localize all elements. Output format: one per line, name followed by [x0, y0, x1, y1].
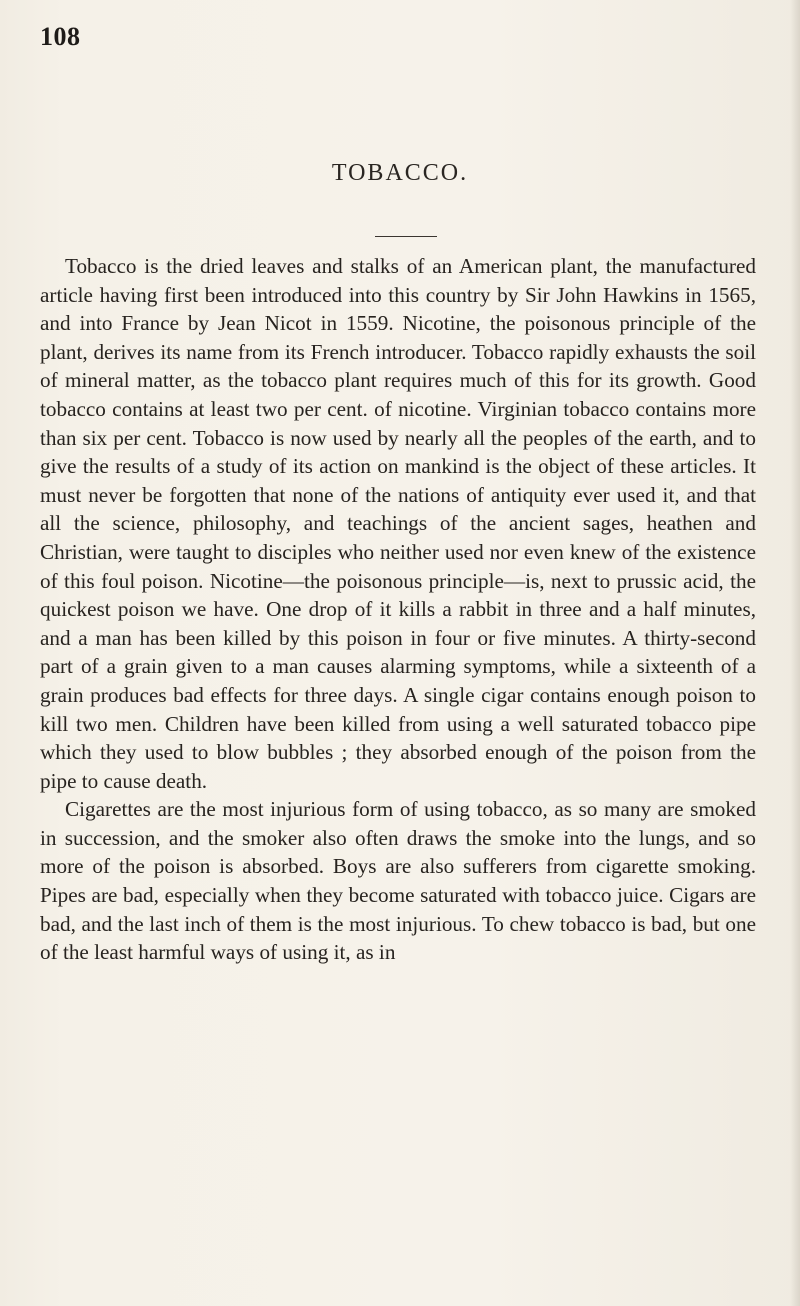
paragraph-2: Cigarettes are the most injurious form of using tobacco, as so many are smoked in succession, and the smoker also often draws the smoke into the lungs, and so more of the poison is absorbed. Boys are also sufferers from cigarette smoking. Pipes are bad, especially when they become saturated with tobacco juice. Cigars are bad, and the last inch of them is the most injurious. To chew tobacco is bad, but one of the least harmful ways of using it, as in [40, 797, 756, 965]
paragraph-1: Tobacco is the dried leaves and stalks of an American plant, the manufactured article having first been introduced into this country by Sir John Hawkins in 1565, and into France by Jean Nicot in 1559. Nicotine, the poisonous principle of the plant, derives its name from its French introducer. Tobacco rapidly exhausts the soil of mineral matter, as the tobacco plant requires much of this for its growth. Good tobacco contains at least two per cent. of nicotine. Virginian tobacco contains more than six per cent. Tobacco is now used by nearly all the peoples of the earth, and to give the results of a study of its action on mankind is the object of these articles. It must never be forgotten that none of the nations of antiquity ever used it, and that all the science, philosophy, and teachings of the ancient sages, heathen and Christian, were taught to disciples who neither used nor even knew of the existence of this foul poison. Nicotine—the poisonous principle—is, next to prussic acid, the quickest poison we have. One drop of it kills a rabbit in three and a half minutes, and a man has been killed by this poison in four or five minutes. A thirty-second part of a grain given to a man causes alarming symptoms, while a sixteenth of a grain produces bad effects for three days. A single cigar contains enough poison to kill two men. Children have been killed from using a well saturated tobacco pipe which they used to blow bubbles ; they absorbed enough of the poison from the pipe to cause death. [40, 254, 756, 793]
body-text [40, 252, 756, 967]
title-rule-divider [375, 236, 437, 237]
page-edge-shadow [790, 0, 800, 1306]
page-number: 108 [40, 22, 81, 51]
chapter-title: TOBACCO. [331, 160, 469, 186]
